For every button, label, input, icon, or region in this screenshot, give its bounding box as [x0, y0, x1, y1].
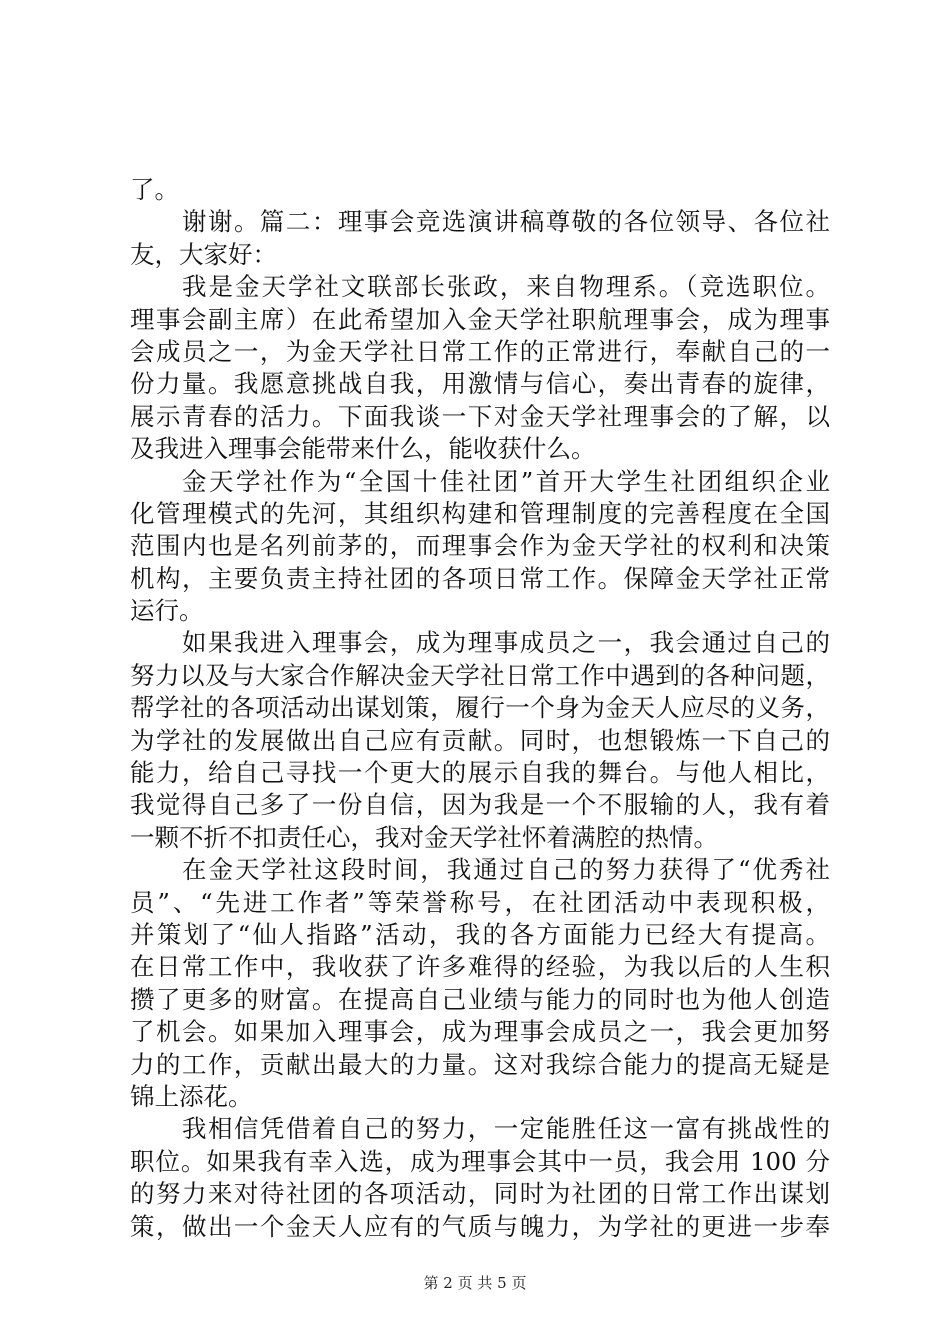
text-line: 机构，主要负责主持社团的各项日常工作。保障金天学社正常 [130, 563, 830, 593]
text-line: 友，大家好： [130, 239, 277, 269]
text-line: 运行。 [130, 596, 204, 626]
text-line: 在金天学社这段时间，我通过自己的努力获得了“优秀社 [182, 855, 830, 885]
text-line: 一颗不折不扣责任心，我对金天学社怀着满腔的热情。 [130, 822, 718, 852]
text-line: 会成员之一，为金天学社日常工作的正常进行，奉献自己的一 [130, 336, 830, 366]
text-line: 力的工作，贡献出最大的力量。这对我综合能力的提高无疑是 [130, 1049, 830, 1079]
text-line: 在日常工作中，我收获了许多难得的经验，为我以后的人生积 [130, 952, 830, 982]
text-line: 员”、“先进工作者”等荣誉称号，在社团活动中表现积极， [130, 887, 830, 917]
text-line: 及我进入理事会能带来什么，能收获什么。 [130, 434, 596, 464]
text-line: 能力，给自己寻找一个更大的展示自我的舞台。与他人相比， [130, 758, 830, 788]
text-line: 如果我进入理事会，成为理事成员之一，我会通过自己的 [182, 628, 830, 658]
text-line: 理事会副主席）在此希望加入金天学社职航理事会，成为理事 [130, 304, 830, 334]
text-line: 帮学社的各项活动出谋划策，履行一个身为金天人应尽的义务， [130, 693, 830, 723]
body-text [130, 174, 830, 1243]
text-line: 份力量。我愿意挑战自我，用激情与信心，奏出青春的旋律， [130, 369, 830, 399]
text-line: 范围内也是名列前茅的，而理事会作为金天学社的权利和决策 [130, 531, 830, 561]
text-line: 努力以及与大家合作解决金天学社日常工作中遇到的各种问题， [130, 660, 830, 690]
text-line: 为学社的发展做出自己应有贡献。同时，也想锻炼一下自己的 [130, 725, 830, 755]
text-line: 我觉得自己多了一份自信，因为我是一个不服输的人，我有着 [130, 790, 830, 820]
page-footer: 第 2 页 共 5 页 [423, 1274, 527, 1292]
text-line: 谢谢。篇二：理事会竞选演讲稿尊敬的各位领导、各位社 [182, 207, 830, 237]
text-line: 金天学社作为“全国十佳社团”首开大学生社团组织企业 [182, 466, 830, 496]
text-line: 职位。如果我有幸入选，成为理事会其中一员，我会用 100 分 [130, 1146, 830, 1176]
text-line: 化管理模式的先河，其组织构建和管理制度的完善程度在全国 [130, 498, 830, 528]
text-line: 我是金天学社文联部长张政，来自物理系。（竞选职位。 [182, 272, 830, 302]
text-line: 策，做出一个金天人应有的气质与魄力，为学社的更进一步奉 [130, 1211, 830, 1241]
text-line: 锦上添花。 [130, 1081, 253, 1111]
text-line: 了机会。如果加入理事会，成为理事会成员之一，我会更加努 [130, 1017, 830, 1047]
text-line: 的努力来对待社团的各项活动，同时为社团的日常工作出谋划 [130, 1179, 830, 1209]
text-line: 攒了更多的财富。在提高自己业绩与能力的同时也为他人创造 [130, 984, 830, 1014]
text-line: 了。 [130, 175, 179, 204]
text-line: 并策划了“仙人指路”活动，我的各方面能力已经大有提高。 [130, 919, 830, 949]
text-line: 我相信凭借着自己的努力，一定能胜任这一富有挑战性的 [182, 1114, 830, 1144]
text-line: 展示青春的活力。下面我谈一下对金天学社理事会的了解，以 [130, 401, 830, 431]
